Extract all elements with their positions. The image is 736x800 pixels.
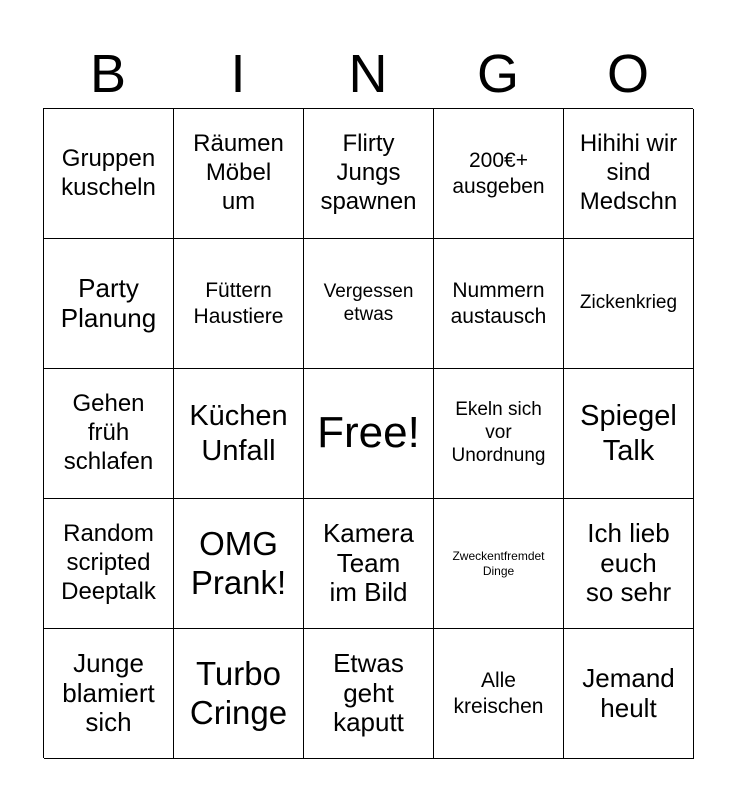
- bingo-cell[interactable]: [174, 239, 304, 369]
- free-space-cell[interactable]: [304, 369, 434, 499]
- bingo-cell[interactable]: [174, 629, 304, 759]
- cell-label: 200€+ ausgeben: [452, 149, 545, 198]
- cell-label: Zweckentfremdet Dinge: [452, 549, 545, 578]
- free-space-label: Free!: [317, 408, 420, 458]
- bingo-cell[interactable]: [44, 629, 174, 759]
- bingo-cell[interactable]: [434, 109, 564, 239]
- bingo-cell[interactable]: [434, 499, 564, 629]
- cell-label: Alle kreischen: [453, 669, 544, 718]
- header-letter-i: I: [230, 44, 246, 104]
- header-letter-n: N: [348, 44, 388, 104]
- cell-label: Vergessen etwas: [323, 280, 414, 325]
- header-letter-o: O: [606, 44, 649, 104]
- cell-label: Ich lieb euch so sehr: [585, 517, 672, 608]
- bingo-cell[interactable]: [434, 629, 564, 759]
- bingo-cell[interactable]: [174, 499, 304, 629]
- bingo-cell[interactable]: [174, 109, 304, 239]
- bingo-cell[interactable]: [564, 629, 694, 759]
- cell-label: Räumen Möbel um: [193, 130, 284, 215]
- cell-label: Flirty Jungs spawnen: [320, 130, 417, 215]
- bingo-header: [43, 40, 693, 108]
- cell-label: Turbo Cringe: [189, 654, 288, 731]
- bingo-cell[interactable]: [564, 369, 694, 499]
- cell-label: Kamera Team im Bild: [322, 517, 415, 608]
- cell-label: Etwas geht kaputt: [333, 647, 404, 738]
- bingo-cell[interactable]: [434, 239, 564, 369]
- bingo-cell[interactable]: [174, 369, 304, 499]
- cell-label: Spiegel Talk: [580, 400, 677, 467]
- bingo-board: [43, 108, 693, 758]
- header-letter-b: B: [89, 44, 127, 104]
- bingo-cell[interactable]: [564, 239, 694, 369]
- cell-label: OMG Prank!: [190, 524, 287, 601]
- cell-label: Junge blamiert sich: [62, 647, 155, 738]
- cell-label: Party Planung: [60, 272, 157, 333]
- cell-label: Gruppen kuscheln: [61, 144, 156, 201]
- cell-label: Küchen Unfall: [189, 400, 288, 467]
- cell-label: Ekeln sich vor Unordnung: [451, 399, 546, 466]
- bingo-cell[interactable]: [304, 499, 434, 629]
- bingo-cell[interactable]: [44, 499, 174, 629]
- cell-label: Nummern austausch: [450, 279, 547, 328]
- bingo-cell[interactable]: [304, 109, 434, 239]
- bingo-cell[interactable]: [44, 369, 174, 499]
- cell-label: Zickenkrieg: [579, 292, 678, 314]
- bingo-cell[interactable]: [304, 239, 434, 369]
- bingo-cell[interactable]: [434, 369, 564, 499]
- bingo-cell[interactable]: [564, 499, 694, 629]
- cell-label: Hihihi wir sind Medschn: [579, 130, 678, 215]
- bingo-cell[interactable]: [44, 109, 174, 239]
- header-letter-g: G: [476, 44, 519, 104]
- cell-label: Gehen früh schlafen: [63, 390, 154, 475]
- cell-label: Füttern Haustiere: [193, 279, 284, 328]
- bingo-cell[interactable]: [44, 239, 174, 369]
- bingo-cell[interactable]: [304, 629, 434, 759]
- cell-label: Random scripted Deeptalk: [61, 520, 156, 605]
- cell-label: Jemand heult: [582, 662, 675, 723]
- bingo-cell[interactable]: [564, 109, 694, 239]
